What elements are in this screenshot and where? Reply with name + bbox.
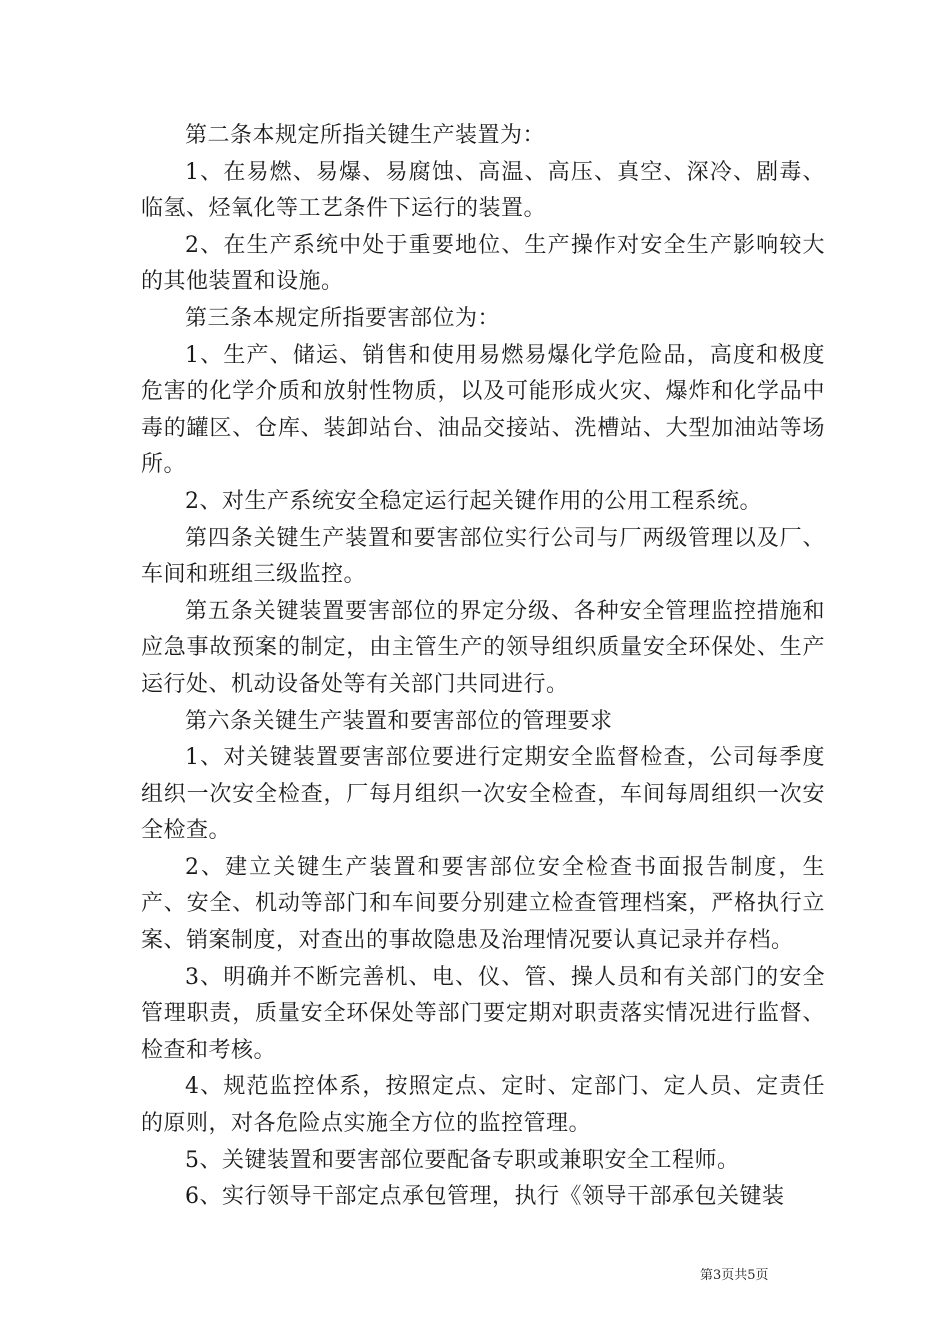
page-number: 第3页共5页 bbox=[700, 1268, 769, 1283]
paragraph-article-6-item-4: 4、规范监控体系，按照定点、定时、定部门、定人员、定责任的原则，对各危险点实施全方位的监控管理。 bbox=[141, 1074, 825, 1137]
document-body bbox=[141, 118, 825, 1216]
paragraph-article-2-item-1: 1、在易燃、易爆、易腐蚀、高温、高压、真空、深冷、剧毒、临氢、烃氧化等工艺条件下运行的装置。 bbox=[141, 159, 825, 222]
paragraph-article-6-item-2: 2、建立关键生产装置和要害部位安全检查书面报告制度，生产、安全、机动等部门和车间要分别建立检查管理档案，严格执行立案、销案制度，对查出的事故隐患及治理情况要认真记录并存档。 bbox=[141, 854, 825, 954]
paragraph-article-3-item-2: 2、对生产系统安全稳定运行起关键作用的公用工程系统。 bbox=[185, 488, 762, 514]
paragraph-article-2-item-2: 2、在生产系统中处于重要地位、生产操作对安全生产影响较大的其他装置和设施。 bbox=[141, 232, 825, 295]
paragraph-article-4: 第四条关键生产装置和要害部位实行公司与厂两级管理以及厂、车间和班组三级监控。 bbox=[141, 525, 825, 588]
paragraph-article-6-heading: 第六条关键生产装置和要害部位的管理要求 bbox=[185, 708, 613, 734]
paragraph-article-5: 第五条关键装置要害部位的界定分级、各种安全管理监控措施和应急事故预案的制定，由主管生产的领导组织质量安全环保处、生产运行处、机动设备处等有关部门共同进行。 bbox=[141, 598, 825, 697]
paragraph-article-6-item-6: 6、实行领导干部定点承包管理，执行《领导干部承包关键装 bbox=[185, 1184, 785, 1210]
paragraph-article-6-item-5: 5、关键装置和要害部位要配备专职或兼职安全工程师。 bbox=[185, 1147, 740, 1173]
paragraph-article-3-heading: 第三条本规定所指要害部位为： bbox=[185, 305, 501, 331]
paragraph-article-3-item-1: 1、生产、储运、销售和使用易燃易爆化学危险品，高度和极度危害的化学介质和放射性物质，以及可能形成火灾、爆炸和化学品中毒的罐区、仓库、装卸站台、油品交接站、洗槽站、大型加油站等场所。 bbox=[141, 342, 825, 478]
paragraph-article-6-item-1: 1、对关键装置要害部位要进行定期安全监督检查，公司每季度组织一次安全检查，厂每月组织一次安全检查，车间每周组织一次安全检查。 bbox=[141, 745, 825, 844]
paragraph-article-2-heading: 第二条本规定所指关键生产装置为： bbox=[185, 123, 546, 148]
paragraph-article-6-item-3: 3、明确并不断完善机、电、仪、管、操人员和有关部门的安全管理职责，质量安全环保处等部门要定期对职责落实情况进行监督、检查和考核。 bbox=[141, 964, 825, 1063]
